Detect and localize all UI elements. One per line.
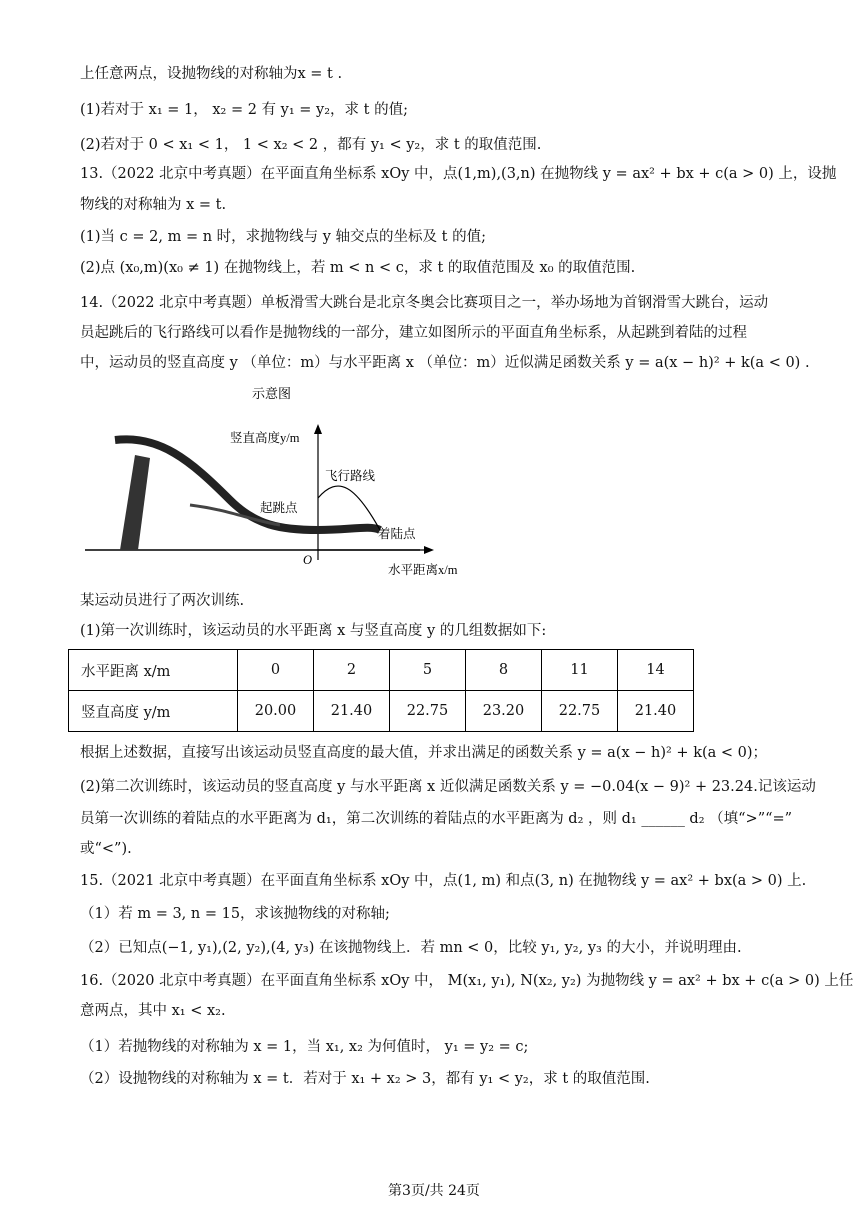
text-line: 意两点，其中 x₁ < x₂. <box>80 1003 226 1019</box>
text-line: （2）设抛物线的对称轴为 x = t．若对于 x₁ + x₂ > 3，都有 y₁ < y₂，求 t 的取值范围. <box>80 1071 650 1087</box>
table-cell: 14 <box>618 650 694 691</box>
text-line: 上任意两点，设抛物线的对称轴为x = t . <box>80 66 343 82</box>
text-line: (1)第一次训练时，该运动员的水平距离 x 与竖直高度 y 的几组数据如下: <box>80 623 547 639</box>
table-cell: 水平距离 x/m <box>69 650 238 691</box>
table-cell: 22.75 <box>542 691 618 732</box>
text-line: 根据上述数据，直接写出该运动员竖直高度的最大值，并求出满足的函数关系 y = a(x − h)² + k(a < 0)； <box>80 745 768 761</box>
flight-path <box>318 486 380 530</box>
text-line: (1)若对于 x₁ = 1， x₂ = 2 有 y₁ = y₂，求 t 的值; <box>80 102 408 118</box>
table-cell: 8 <box>466 650 542 691</box>
text-line: 某运动员进行了两次训练. <box>80 593 245 609</box>
text-line: （2）已知点(−1, y₁),(2, y₂),(4, y₃) 在该抛物线上．若 mn < 0，比较 y₁, y₂, y₃ 的大小，并说明理由. <box>80 940 742 956</box>
table-cell: 竖直高度 y/m <box>69 691 238 732</box>
data-table <box>68 649 694 732</box>
text-line: （1）若抛物线的对称轴为 x = 1，当 x₁, x₂ 为何值时， y₁ = y₂ = c; <box>80 1039 529 1055</box>
text-line: (1)当 c = 2, m = n 时，求抛物线与 y 轴交点的坐标及 t 的值; <box>80 229 486 245</box>
table-cell: 2 <box>314 650 390 691</box>
table-cell: 21.40 <box>314 691 390 732</box>
text-line: (2)第二次训练时，该运动员的竖直高度 y 与水平距离 x 近似满足函数关系 y = −0.04(x − 9)² + 23.24.记该运动 <box>80 779 816 795</box>
table-cell: 20.00 <box>238 691 314 732</box>
table-row <box>69 650 694 691</box>
y-axis-label: 竖直高度y/m <box>230 431 300 445</box>
text-line: 物线的对称轴为 x = t. <box>80 197 227 213</box>
takeoff-label: 起跳点 <box>260 501 298 515</box>
table-cell: 11 <box>542 650 618 691</box>
flight-label: 飞行路线 <box>325 469 376 483</box>
origin-label: O <box>303 553 313 567</box>
table-cell: 22.75 <box>390 691 466 732</box>
table-cell: 0 <box>238 650 314 691</box>
ski-jump-diagram <box>80 380 500 590</box>
table-cell: 21.40 <box>618 691 694 732</box>
ski-jump-figure <box>80 380 500 590</box>
tower <box>120 455 150 550</box>
y-axis-arrow <box>314 424 322 434</box>
text-line: 15.（2021 北京中考真题）在平面直角坐标系 xOy 中，点(1, m) 和点(3, n) 在抛物线 y = ax² + bx(a > 0) 上. <box>80 873 807 889</box>
table-cell: 23.20 <box>466 691 542 732</box>
figure-caption: 示意图 <box>252 386 292 401</box>
page-footer: 第3页/共 24页 <box>388 1183 480 1199</box>
text-line: 中，运动员的竖直高度 y （单位：m）与水平距离 x （单位：m）近似满足函数关系 y = a(x − h)² + k(a < 0) . <box>80 355 810 371</box>
text-line: 14.（2022 北京中考真题）单板滑雪大跳台是北京冬奥会比赛项目之一，举办场地为首钢滑雪大跳台，运动 <box>80 295 769 311</box>
landing-label: 着陆点 <box>378 527 416 541</box>
table-cell: 5 <box>390 650 466 691</box>
text-line: (2)若对于 0 < x₁ < 1， 1 < x₂ < 2 ，都有 y₁ < y₂，求 t 的取值范围. <box>80 137 542 153</box>
text-line: 或“<”). <box>80 841 132 857</box>
text-line: (2)点 (x₀,m)(x₀ ≠ 1) 在抛物线上，若 m < n < c，求 t 的取值范围及 x₀ 的取值范围. <box>80 260 636 276</box>
text-line: 员起跳后的飞行路线可以看作是抛物线的一部分，建立如图所示的平面直角坐标系，从起跳到着陆的过程 <box>80 325 747 341</box>
text-line: （1）若 m = 3, n = 15，求该抛物线的对称轴; <box>80 906 390 922</box>
table-row <box>69 691 694 732</box>
text-line: 13.（2022 北京中考真题）在平面直角坐标系 xOy 中，点(1,m),(3,n) 在抛物线 y = ax² + bx + c(a > 0) 上，设抛 <box>80 166 837 182</box>
x-axis-arrow <box>424 546 434 554</box>
text-line: 16.（2020 北京中考真题）在平面直角坐标系 xOy 中， M(x₁, y₁), N(x₂, y₂) 为抛物线 y = ax² + bx + c(a > 0) 上任 <box>80 973 854 989</box>
x-axis-label: 水平距离x/m <box>388 563 458 577</box>
text-line: 员第一次训练的着陆点的水平距离为 d₁，第二次训练的着陆点的水平距离为 d₂ ，则 d₁ ______ d₂ （填“>”“=” <box>80 811 793 827</box>
